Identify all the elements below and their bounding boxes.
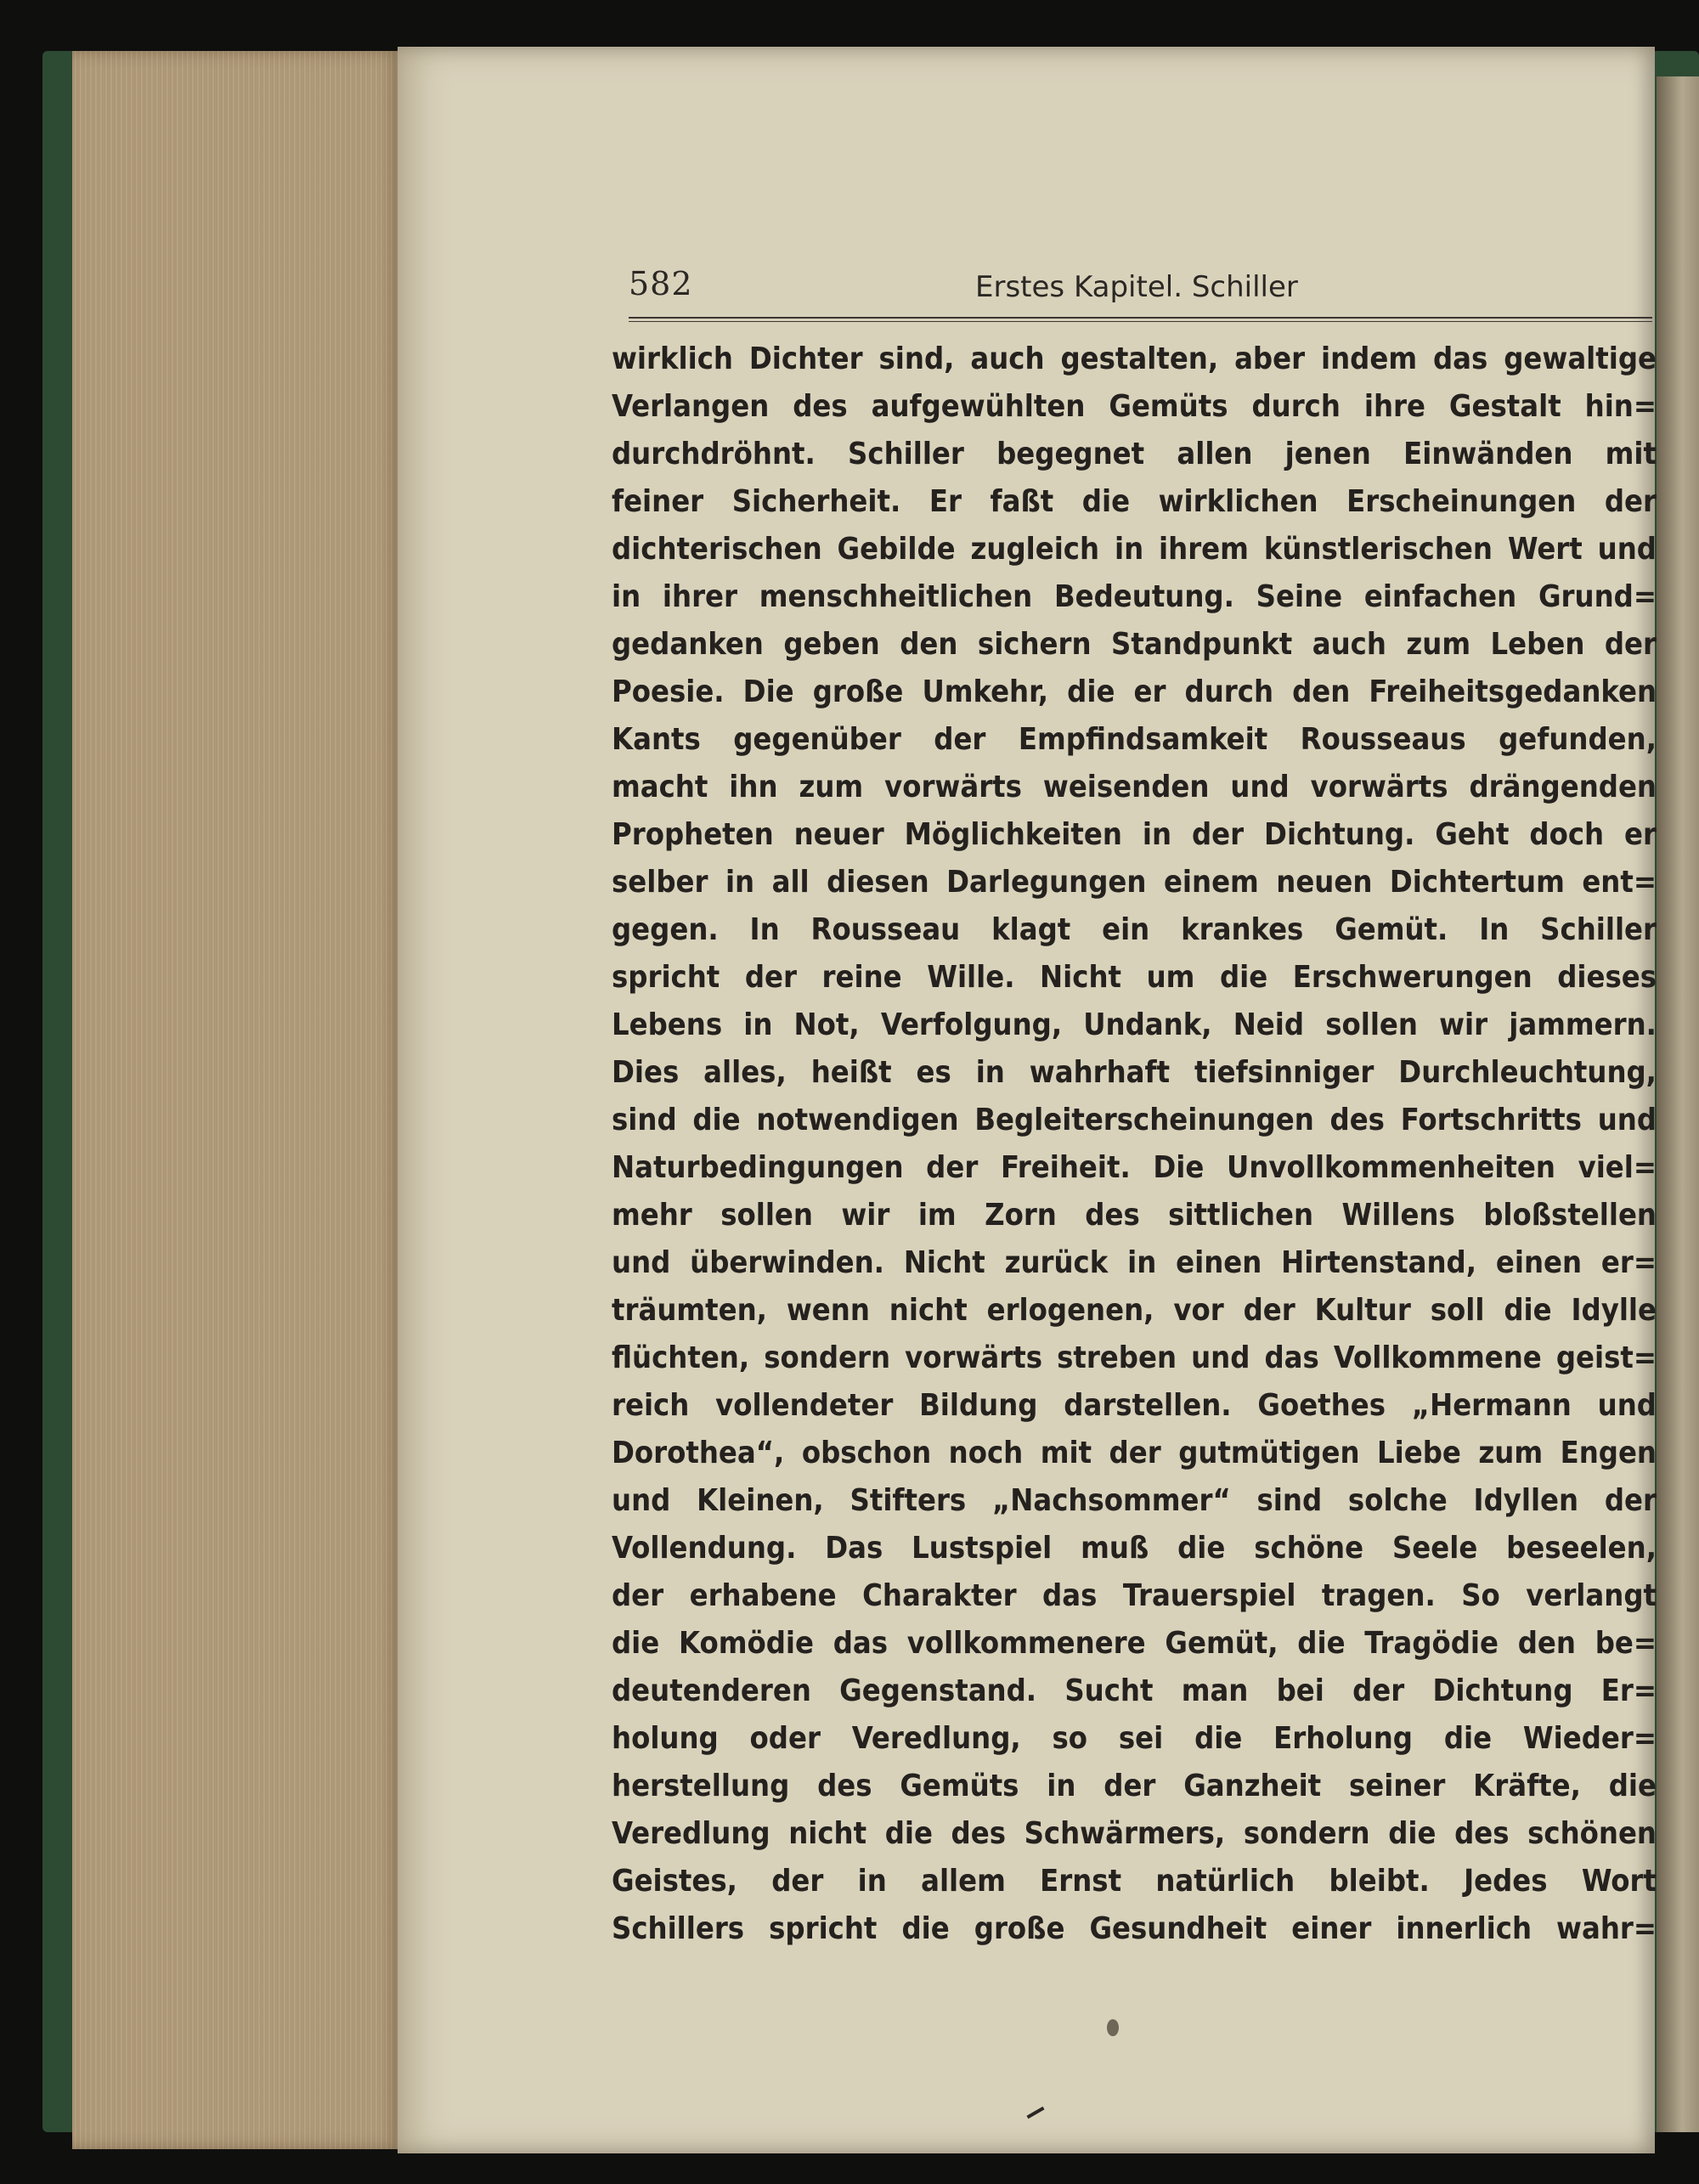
text-line: deutenderen Gegenstand. Sucht man bei der Dichtung Er= bbox=[612, 1673, 1657, 1708]
text-line: mehr sollen wir im Zorn des sittlichen Willens bloßstellen bbox=[612, 1198, 1657, 1233]
text-line: reich vollendeter Bildung darstellen. Goethes „Hermann und bbox=[612, 1388, 1657, 1423]
text-line: sind die notwendigen Begleiterscheinungen des Fortschritts und bbox=[612, 1103, 1657, 1137]
text-line: und Kleinen, Stifters „Nachsommer“ sind solche Idyllen der bbox=[612, 1483, 1657, 1518]
text-line: spricht der reine Wille. Nicht um die Erschwerungen dieses bbox=[612, 960, 1657, 995]
text-line: Poesie. Die große Umkehr, die er durch den Freiheitsgedanken bbox=[612, 674, 1657, 709]
text-line: die Komödie das vollkommenere Gemüt, die Tragödie den be= bbox=[612, 1626, 1657, 1661]
text-line: selber in all diesen Darlegungen einem neuen Dichtertum ent= bbox=[612, 865, 1657, 900]
text-line: Geistes, der in allem Ernst natürlich bleibt. Jedes Wort bbox=[612, 1864, 1657, 1899]
page-header bbox=[629, 221, 1652, 314]
text-line: gedanken geben den sichern Standpunkt auch zum Leben der bbox=[612, 627, 1657, 662]
adjacent-page bbox=[1657, 76, 1699, 2132]
book-page bbox=[398, 47, 1655, 2153]
text-line: Vollendung. Das Lustspiel muß die schöne Seele beseelen, bbox=[612, 1531, 1657, 1566]
text-line: in ihrer menschheitlichen Bedeutung. Seine einfachen Grund= bbox=[612, 579, 1657, 614]
paper-blemish bbox=[1107, 2019, 1119, 2036]
text-line: dichterischen Gebilde zugleich in ihrem künstlerischen Wert und bbox=[612, 532, 1657, 567]
text-line: Lebens in Not, Verfolgung, Undank, Neid sollen wir jammern. bbox=[612, 1007, 1657, 1042]
text-line: gegen. In Rousseau klagt ein krankes Gemüt. In Schiller bbox=[612, 912, 1657, 947]
header-rule bbox=[629, 317, 1652, 322]
text-line: durchdröhnt. Schiller begegnet allen jenen Einwänden mit bbox=[612, 437, 1657, 471]
text-line: feiner Sicherheit. Er faßt die wirklichen Erscheinungen der bbox=[612, 484, 1657, 519]
pencil-mark bbox=[1026, 2107, 1044, 2119]
text-line: Veredlung nicht die des Schwärmers, sondern die des schönen bbox=[612, 1816, 1657, 1851]
text-line: Propheten neuer Möglichkeiten in der Dichtung. Geht doch er bbox=[612, 817, 1657, 852]
text-line: und überwinden. Nicht zurück in einen Hirtenstand, einen er= bbox=[612, 1245, 1657, 1280]
page-number: 582 bbox=[629, 265, 693, 302]
body-text bbox=[612, 336, 1657, 1953]
text-line: Kants gegenüber der Empfindsamkeit Rousseaus gefunden, bbox=[612, 722, 1657, 757]
text-line: Naturbedingungen der Freiheit. Die Unvollkommenheiten viel= bbox=[612, 1150, 1657, 1185]
text-line: Dies alles, heißt es in wahrhaft tiefsinniger Durchleuchtung, bbox=[612, 1055, 1657, 1090]
text-line: der erhabene Charakter das Trauerspiel tragen. So verlangt bbox=[612, 1578, 1657, 1613]
text-line: holung oder Veredlung, so sei die Erholung die Wieder= bbox=[612, 1721, 1657, 1756]
text-line: herstellung des Gemüts in der Ganzheit seiner Kräfte, die bbox=[612, 1769, 1657, 1803]
text-line: Verlangen des aufgewühlten Gemüts durch ihre Gestalt hin= bbox=[612, 389, 1657, 424]
text-line: Dorothea“, obschon noch mit der gutmütigen Liebe zum Engen bbox=[612, 1436, 1657, 1470]
text-line: Schillers spricht die große Gesundheit einer innerlich wahr= bbox=[612, 1911, 1657, 1946]
text-line: wirklich Dichter sind, auch gestalten, aber indem das gewaltige bbox=[612, 341, 1657, 376]
text-line: macht ihn zum vorwärts weisenden und vorwärts drängenden bbox=[612, 770, 1657, 804]
page-edges bbox=[72, 51, 404, 2149]
text-line: träumten, wenn nicht erlogenen, vor der Kultur soll die Idylle bbox=[612, 1293, 1657, 1328]
text-line: flüchten, sondern vorwärts streben und das Vollkommene geist= bbox=[612, 1340, 1657, 1375]
running-title: Erstes Kapitel. Schiller bbox=[975, 270, 1298, 304]
